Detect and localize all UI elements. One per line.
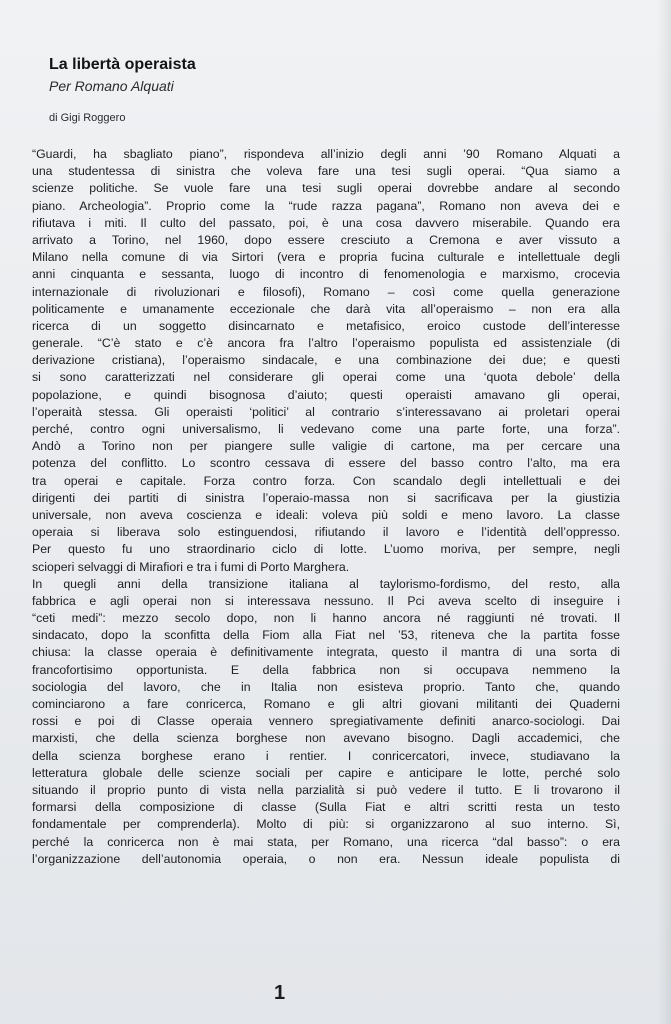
article-title: La libertà operaista	[49, 56, 196, 73]
body-line: generale. “C’è stato e c’è ancora fra l’altro l’operaismo populista ed assistenziale (di	[32, 336, 620, 351]
body-line: internazionale di rivoluzionari e filosofi), Romano – così come quella generazione	[32, 284, 620, 299]
body-line: rifiutava i miti. Il culto del passato, poi, è una cosa davvero miserabile. Quando era	[32, 215, 620, 230]
article-byline: di Gigi Roggero	[49, 112, 126, 124]
body-line: formarsi della composizione di classe (Sulla Fiat e altri scritti resta un testo	[32, 800, 620, 815]
body-line: scienze politiche. Se vuole fare una tesi sugli operai dovrebbe andare al secondo	[32, 181, 620, 196]
body-line: tra operai e capitale. Forza contro forza. Con scandalo degli intellettuali e dei	[32, 473, 620, 488]
body-line: sindacato, dopo la sconfitta della Fiom alla Fiat nel ’53, riteneva che la partita fosse	[32, 628, 620, 643]
body-line: Per questo fu uno straordinario ciclo di lotte. L’uomo moriva, per sempre, negli	[32, 542, 620, 557]
body-line: l’organizzazione dell’autonomia operaia, o non era. Nessun ideale populista di	[32, 851, 620, 866]
body-line: l’operaità stessa. Gli operaisti ‘politici’ al contrario s’interessavano ai proletari operai	[32, 404, 620, 419]
body-line: anni cinquanta e sessanta, luogo di incontro di fenomenologia e marxismo, crocevia	[32, 267, 620, 282]
body-line: sociologia del lavoro, che in Italia non esisteva proprio. Tanto che, quando	[32, 679, 620, 694]
body-line: “Guardi, ha sbagliato piano”, rispondeva all’inizio degli anni ’90 Romano Alquati a	[32, 147, 620, 161]
body-line: politicamente e umanamente eccezionale che darà vita all’operaismo – non era alla	[32, 301, 620, 316]
body-line: francofortisimo opportunista. E della fabbrica non si occupava nemmeno la	[32, 662, 620, 677]
body-line: dirigenti dei partiti di sinistra l’operaio-massa non si sacrificava per la giustizia	[32, 490, 620, 505]
body-line: Andò a Torino non per piangere sulle valigie di cartone, ma per cercare una	[32, 439, 620, 454]
body-line: “ceti medi”: mezzo secolo dopo, non li hanno ancora né raggiunti né trovati. Il	[32, 611, 620, 626]
body-line: della scienza borghese erano i rentier. I conricercatori, invece, studiavano la	[32, 748, 620, 763]
body-line: perché, contro ogni universalismo, li vedevano come una parte forte, una forza”.	[32, 422, 620, 436]
body-line: rossi e poi di Classe operaia vennero spregiativamente definiti anarco-sociologi. Dai	[32, 714, 620, 729]
body-line: arrivato a Torino, nel 1960, dopo essere cresciuto a Cremona e aver vissuto a	[32, 232, 620, 247]
paper-edge-shadow	[657, 0, 671, 1024]
body-line: scioperi selvaggi di Mirafiori e tra i fumi di Porto Marghera.	[32, 559, 350, 574]
body-line: potenza del conflitto. Lo scontro cessava di essere del basso contro l’alto, ma era	[32, 456, 620, 471]
article-body	[32, 146, 620, 868]
body-line: In quegli anni della transizione italiana al taylorismo-fordismo, del resto, alla	[32, 576, 620, 591]
body-line: marxisti, che della scienza borghese non avevano bisogno. Dagli accademici, che	[32, 731, 620, 746]
body-line: ricerca di un soggetto disincarnato e metafisico, eroico custode dell’interesse	[32, 318, 620, 333]
body-line: si sono caratterizzati nel considerare gli operai come una ‘quota debole’ della	[32, 370, 620, 385]
body-line: universale, non aveva coscienza e ideali: voleva più soldi e meno lavoro. La classe	[32, 507, 620, 522]
body-line: una studentessa di sinistra che voleva fare una tesi sugli operai. “Qua siamo a	[32, 164, 620, 179]
body-line: popolazione, e quindi bisognosa d’aiuto; questi operaisti amavano gli operai,	[32, 387, 620, 402]
body-line: cominciarono a fare conricerca, Romano e gli altri giovani militanti dei Quaderni	[32, 697, 620, 711]
body-line: derivazione cristiana), l’operaismo sindacale, e una combinazione dei due; e questi	[32, 353, 620, 368]
body-line: chiusa: la classe operaia è definitivamente integrata, questo il mantra di una sorta di	[32, 645, 620, 660]
body-line: Milano nella comune di via Sirtori (vera e propria fucina culturale e intellettuale degli	[32, 250, 620, 265]
body-line: letteratura globale delle scienze sociali per capire e anticipare le lotte, perché solo	[32, 765, 620, 780]
body-line: situando il proprio punto di vista nella parzialità si può vedere il tutto. E li trovarono il	[32, 782, 620, 797]
body-line: fabbrica e agli operai non si interessava nessuno. Il Pci aveva scelto di inseguire i	[32, 593, 620, 608]
body-line: perché la conricerca non è mai stata, per Romano, una ricerca “dal basso”: o era	[32, 834, 620, 849]
body-line: fondamentale per comprenderla). Molto di più: si organizzarono al suo interno. Sì,	[32, 817, 620, 832]
page-number: 1	[274, 982, 286, 1004]
body-line: operaia si liberava solo estinguendosi, rifiutando il lavoro e l’identità dell’oppresso.	[32, 525, 620, 540]
article-subtitle: Per Romano Alquati	[49, 78, 174, 94]
body-line: piano. Archeologia”. Proprio come la “rude razza pagana”, Romano non aveva dei e	[32, 198, 620, 213]
